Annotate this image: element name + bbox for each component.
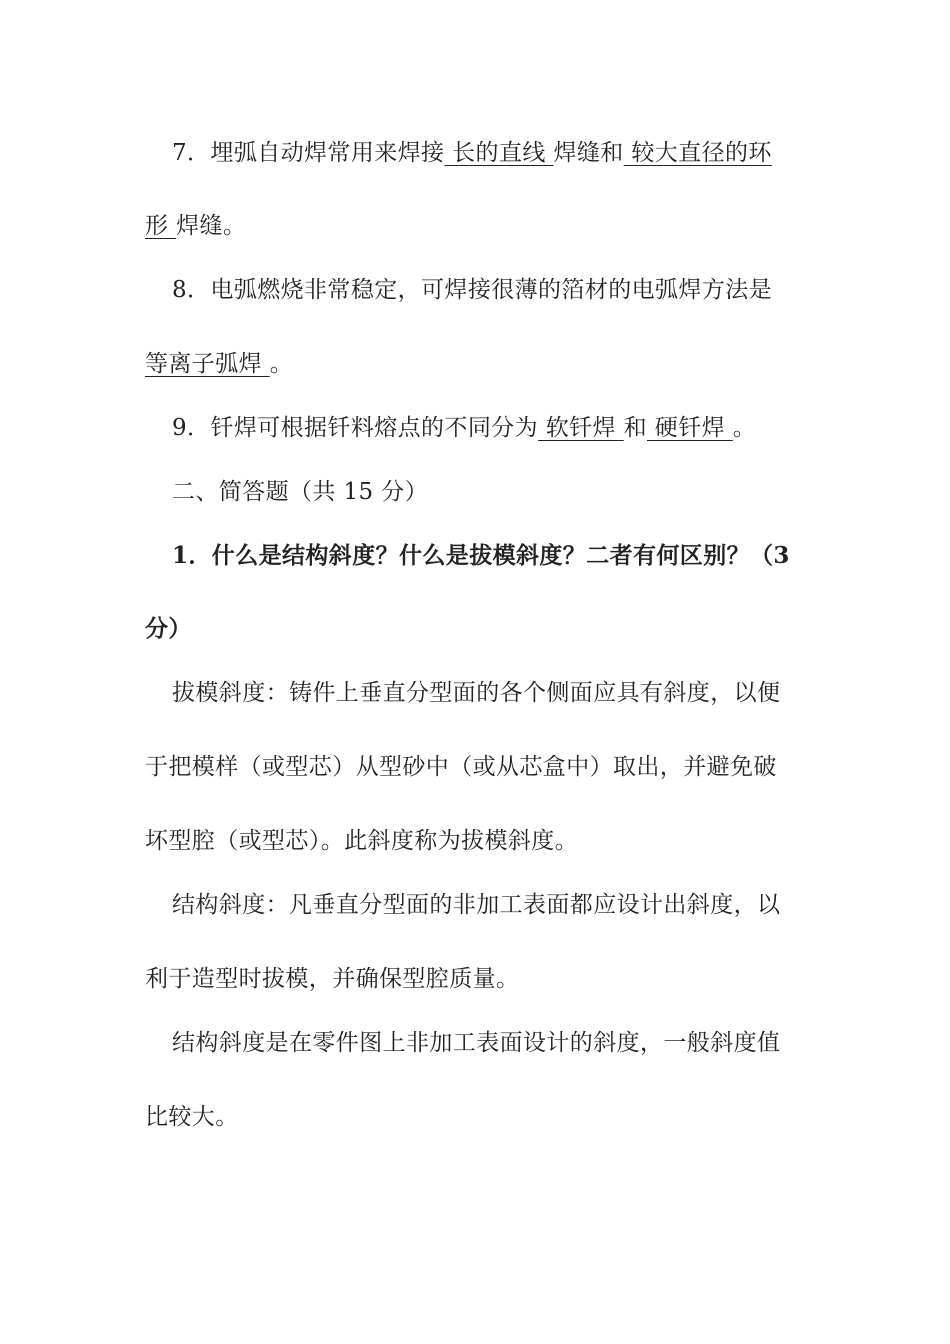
q8-prefix: 8．电弧燃烧非常稳定，可焊接很薄的箔材的电弧焊方法是 xyxy=(172,277,773,303)
answer-p3-line2: 比较大。 xyxy=(145,1104,239,1130)
fill-in-q8-line2 xyxy=(145,349,805,379)
answer-p1-line3: 坏型腔（或型芯）。此斜度称为拔模斜度。 xyxy=(145,828,579,854)
answer-p3-line1: 结构斜度是在零件图上非加工表面设计的斜度，一般斜度值 xyxy=(172,1030,781,1056)
q8-suffix: 。 xyxy=(269,351,294,377)
fill-in-q7-line1 xyxy=(172,138,802,168)
q9-mid: 和 xyxy=(623,415,648,441)
answer-p1-line2: 于把模样（或型芯）从型砂中（或从芯盒中）取出，并避免破 xyxy=(145,754,777,780)
q9-suffix: 。 xyxy=(732,415,757,441)
section-heading: 二、简答题（共 15 分） xyxy=(172,479,429,505)
q8-answer: 等离子弧焊 xyxy=(145,351,270,377)
q7-answer-1: 长的直线 xyxy=(444,140,554,166)
short-answer-q1-line1: 1．什么是结构斜度？什么是拔模斜度？二者有何区别？（3 xyxy=(172,542,790,569)
fill-in-q8-line1 xyxy=(172,275,802,305)
q7-prefix: 7．埋弧自动焊常用来焊接 xyxy=(172,140,445,166)
q7-answer-2-cont: 形 xyxy=(145,213,177,239)
q7-answer-2: 较大直径的环 xyxy=(623,140,772,166)
q9-answer-1: 软钎焊 xyxy=(538,415,624,441)
fill-in-q7-line2 xyxy=(145,211,805,241)
answer-p2-line2: 利于造型时拔模，并确保型腔质量。 xyxy=(145,966,520,992)
q9-prefix: 9．钎焊可根据钎料熔点的不同分为 xyxy=(172,415,539,441)
q9-answer-2: 硬钎焊 xyxy=(647,415,733,441)
fill-in-q9 xyxy=(172,413,802,443)
answer-p1-line1: 拔模斜度：铸件上垂直分型面的各个侧面应具有斜度，以便 xyxy=(172,680,781,706)
answer-p2-line1: 结构斜度：凡垂直分型面的非加工表面都应设计出斜度，以 xyxy=(172,892,781,918)
q7-suffix: 焊缝。 xyxy=(176,213,247,239)
q7-mid: 焊缝和 xyxy=(553,140,624,166)
short-answer-q1-line2: 分） xyxy=(145,615,192,642)
